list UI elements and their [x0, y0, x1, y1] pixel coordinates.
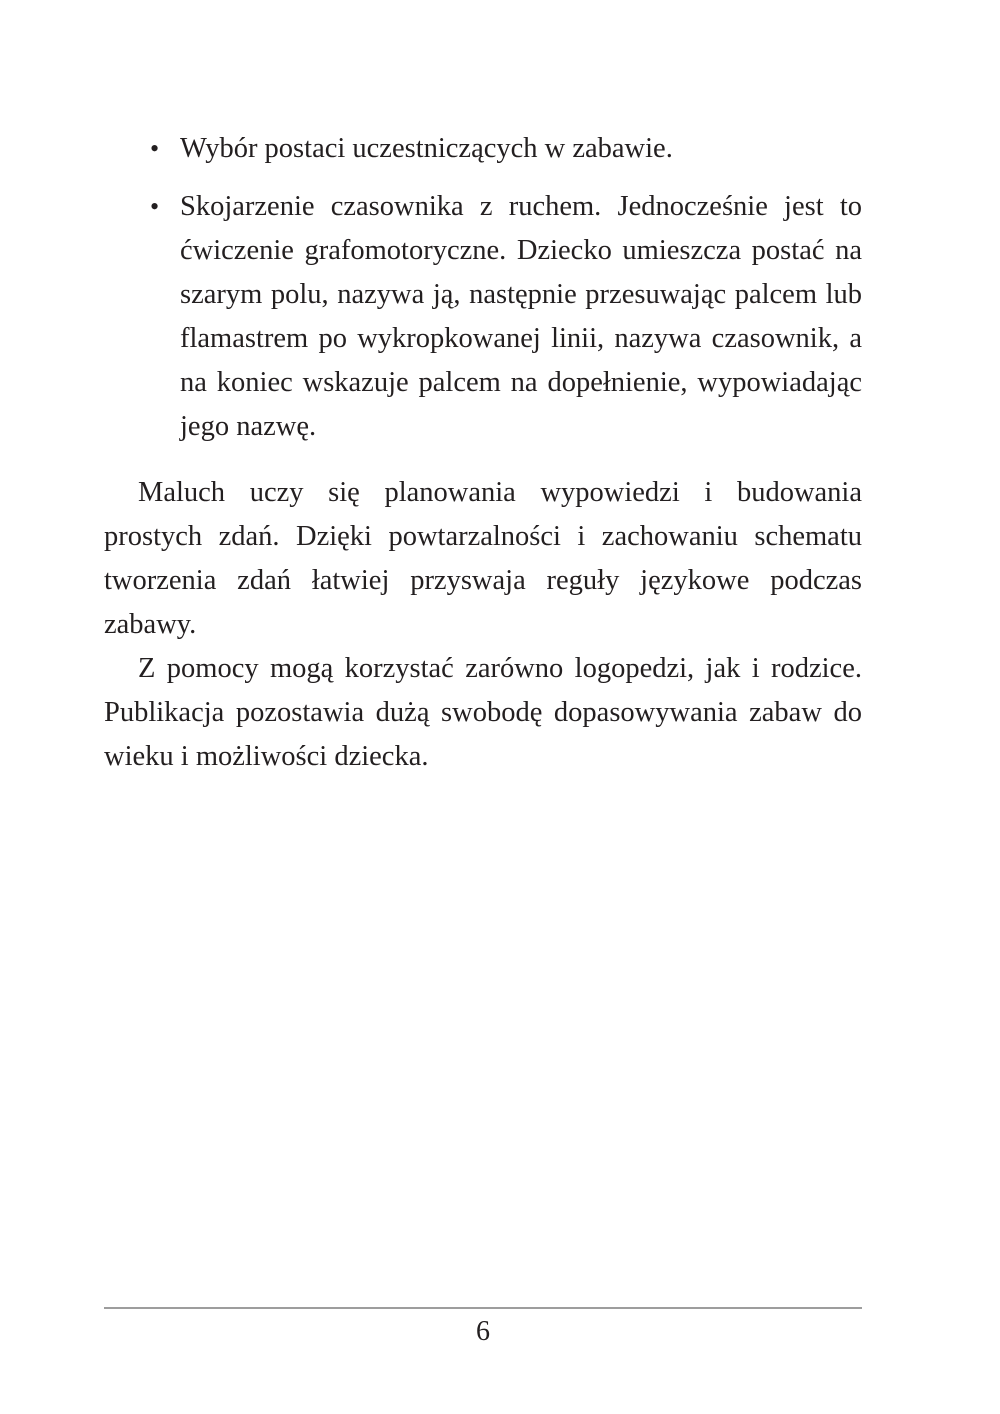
bullet-text: Wybór postaci uczestniczących w zabawie. — [180, 133, 673, 164]
bullet-icon: • — [150, 134, 160, 163]
page-number: 6 — [476, 1316, 490, 1347]
bullet-icon: • — [150, 192, 160, 221]
body-text — [104, 127, 862, 779]
paragraph: Maluch uczy się planowania wypowiedzi i budowania prostych zdań. Dzięki powtarzalności i zachowaniu schematu tworzenia zdań łatwiej przyswaja reguły językowe podczas zabawy. — [104, 477, 862, 640]
bullet-list — [104, 127, 862, 449]
bullet-item — [104, 185, 862, 449]
bullet-item — [104, 127, 862, 171]
paragraph: Z pomocy mogą korzystać zarówno logopedzi, jak i rodzice. Publikacja pozostawia dużą swobodę dopasowywania zabaw do wieku i możliwości dziecka. — [104, 653, 862, 772]
footer-divider — [104, 1307, 862, 1309]
bullet-text: Skojarzenie czasownika z ruchem. Jednocześnie jest to ćwiczenie grafomotoryczne. Dziecko umieszcza postać na szarym polu, nazywa ją, następnie przesuwając palcem lub flamastrem po wykropkowanej linii, nazywa czasownik, a na koniec wskazuje palcem na dopełnienie, wypowiadając jego nazwę. — [180, 191, 862, 442]
